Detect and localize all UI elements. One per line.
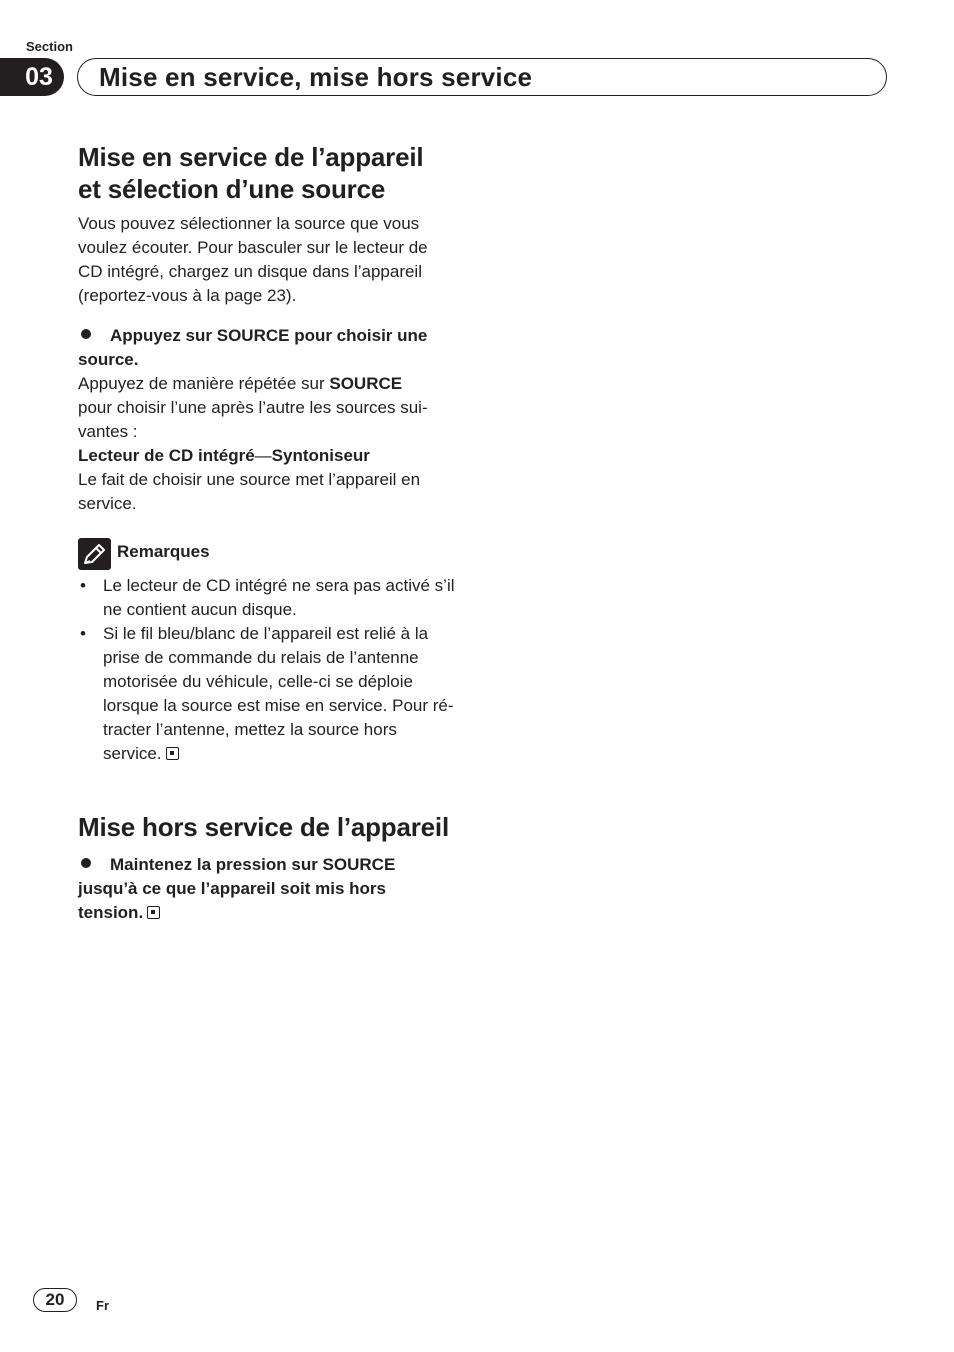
intro-line: voulez écouter. Pour basculer sur le lecteur de <box>78 238 428 257</box>
section1-heading-block <box>78 141 466 205</box>
source-cd: Lecteur de CD intégré <box>78 446 255 465</box>
result-line: service. <box>78 494 137 513</box>
step-line: Appuyez sur SOURCE pour choisir une <box>110 326 428 345</box>
bullet-dot-icon <box>81 858 91 868</box>
note-line: Si le fil bleu/blanc de l’appareil est relié à la <box>103 624 429 643</box>
step-line: tension. <box>78 903 144 922</box>
end-of-section-icon <box>166 747 179 760</box>
result-line: Le fait de choisir une source met l’appareil en <box>78 470 421 489</box>
note-item: • Si le fil bleu/blanc de l’appareil est relié à la prise de commande du relais de l’antenne motorisée du véhicule, celle-ci se déploie lorsque la source est mise en service. Pour ré- tracter l’antenne, mettez la source hors service. <box>78 622 466 766</box>
section-title-frame <box>77 58 887 96</box>
detail-line: vantes : <box>78 422 138 441</box>
bullet-dot-icon <box>81 329 91 339</box>
section1-heading-line1: Mise en service de l’appareil <box>78 142 424 172</box>
section-label: Section <box>26 39 73 54</box>
note-line: Le lecteur de CD intégré ne sera pas activé s’il <box>103 576 455 595</box>
intro-line: Vous pouvez sélectionner la source que vous <box>78 214 420 233</box>
notes-list <box>78 574 466 766</box>
source-keyword: SOURCE <box>329 374 403 393</box>
page-number: 20 <box>33 1288 77 1312</box>
step-line: Maintenez la pression sur SOURCE <box>110 855 396 874</box>
step-line: source. <box>78 350 139 369</box>
detail-line: pour choisir l’une après l’autre les sources sui- <box>78 398 428 417</box>
note-line: prise de commande du relais de l’antenne <box>103 648 419 667</box>
section2-step <box>78 853 466 925</box>
source-tuner: Syntoniseur <box>271 446 370 465</box>
intro-line: CD intégré, chargez un disque dans l’appareil <box>78 262 422 281</box>
detail-text: Appuyez de manière répétée sur <box>78 374 330 393</box>
notes-title: Remarques <box>117 542 210 561</box>
section1-intro <box>78 212 466 308</box>
section1-heading-line2: et sélection d’une source <box>78 174 386 204</box>
section-number-badge: 03 <box>0 58 64 96</box>
section1-step <box>78 324 466 372</box>
note-line: tracter l’antenne, mettez la source hors <box>103 720 397 739</box>
section1-heading <box>78 141 466 205</box>
end-of-section-icon <box>147 906 160 919</box>
section2-heading-block <box>78 811 466 843</box>
language-code: Fr <box>96 1298 109 1313</box>
section1-detail <box>78 372 466 516</box>
section-title: Mise en service, mise hors service <box>99 61 533 92</box>
note-line: motorisée du véhicule, celle-ci se déploie <box>103 672 413 691</box>
section2-heading: Mise hors service de l’appareil <box>78 812 449 842</box>
step-line: jusqu’à ce que l’appareil soit mis hors <box>78 879 386 898</box>
intro-line: (reportez-vous à la page 23). <box>78 286 297 305</box>
note-item: • Le lecteur de CD intégré ne sera pas activé s’il ne contient aucun disque. <box>78 574 466 622</box>
note-line: ne contient aucun disque. <box>103 600 297 619</box>
source-separator: — <box>254 446 272 465</box>
note-line: lorsque la source est mise en service. Pour ré- <box>103 696 454 715</box>
pencil-note-icon <box>78 538 111 570</box>
note-line: service. <box>103 744 162 763</box>
